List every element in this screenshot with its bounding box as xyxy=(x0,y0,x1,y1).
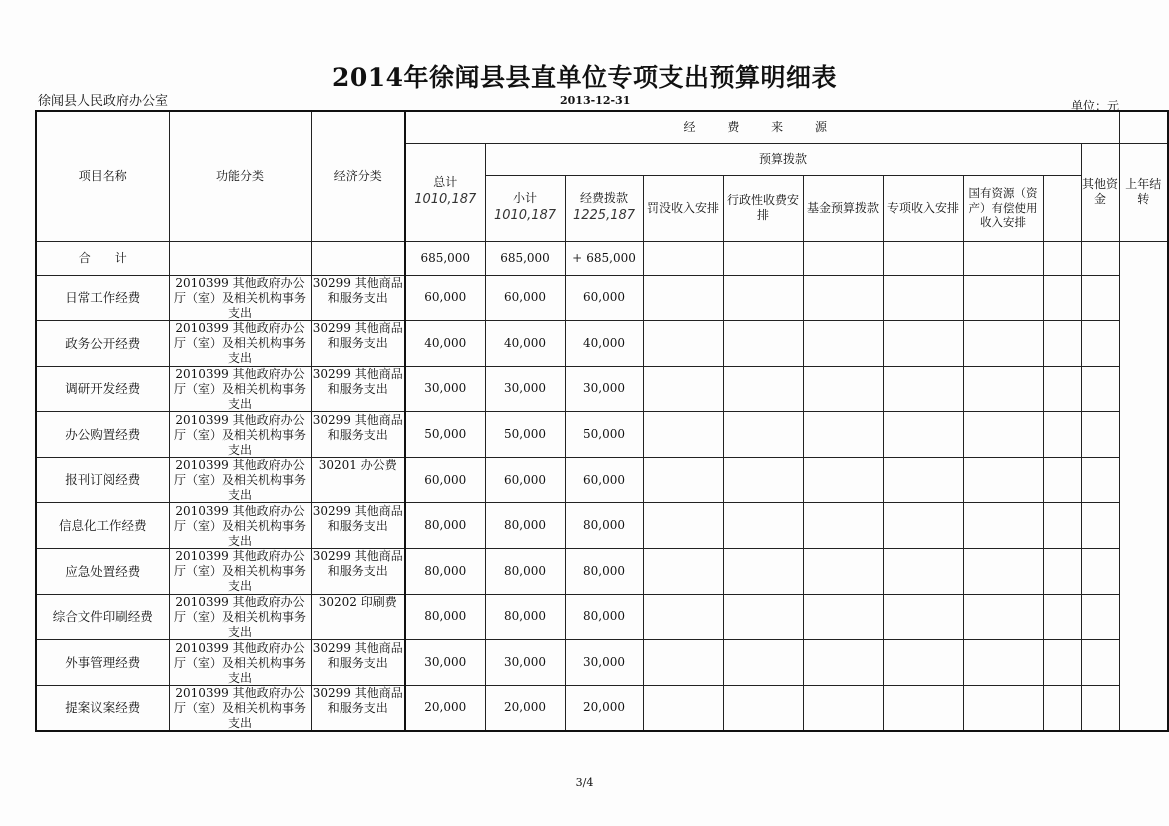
row-fund: 30,000 xyxy=(565,366,643,412)
row-subtotal: 60,000 xyxy=(485,457,565,503)
row-economic-class: 30299 其他商品和服务支出 xyxy=(311,640,405,686)
row-project-name: 综合文件印刷经费 xyxy=(36,594,169,640)
row-empty-cell xyxy=(723,503,803,549)
row-empty-cell xyxy=(883,640,963,686)
row-total: 80,000 xyxy=(405,549,485,595)
row-empty-cell xyxy=(1081,366,1119,412)
header-total-cell xyxy=(405,143,485,241)
row-empty-cell xyxy=(1081,640,1119,686)
row-empty-cell xyxy=(883,275,963,321)
table-row xyxy=(36,549,1168,595)
row-empty-cell xyxy=(803,685,883,731)
row-empty-cell xyxy=(883,549,963,595)
handwritten-total-note: 1010,187 xyxy=(414,192,477,208)
row-total: 30,000 xyxy=(405,640,485,686)
budget-table xyxy=(35,110,1169,732)
row-empty-cell xyxy=(723,640,803,686)
row-function-class: 2010399 其他政府办公厅（室）及相关机构事务支出 xyxy=(169,503,311,549)
row-empty-cell xyxy=(643,366,723,412)
header-special-income: 专项收入安排 xyxy=(883,175,963,241)
row-function-class: 2010399 其他政府办公厅（室）及相关机构事务支出 xyxy=(169,594,311,640)
summary-subtotal: 685,000 xyxy=(485,241,565,275)
row-empty-cell xyxy=(883,594,963,640)
row-empty-cell xyxy=(723,457,803,503)
row-subtotal: 20,000 xyxy=(485,685,565,731)
row-fund: 60,000 xyxy=(565,457,643,503)
summary-empty-cell xyxy=(963,241,1043,275)
row-empty-cell xyxy=(1043,503,1081,549)
row-empty-cell xyxy=(963,457,1043,503)
summary-empty-cell xyxy=(1043,241,1081,275)
row-project-name: 报刊订阅经费 xyxy=(36,457,169,503)
row-empty-cell xyxy=(1043,457,1081,503)
header-administrative-fee: 行政性收费安排 xyxy=(723,175,803,241)
row-empty-cell xyxy=(803,549,883,595)
row-total: 50,000 xyxy=(405,412,485,458)
row-empty-cell xyxy=(883,412,963,458)
row-empty-cell xyxy=(1081,503,1119,549)
summary-empty-cell xyxy=(1081,241,1119,275)
header-fund-allocation: 经费拨款 xyxy=(579,191,628,206)
row-empty-cell xyxy=(723,549,803,595)
report-date: 2013-12-31 xyxy=(560,94,631,107)
row-empty-cell xyxy=(643,412,723,458)
header-subtotal-cell xyxy=(485,175,565,241)
row-empty-cell xyxy=(1081,412,1119,458)
row-empty-cell xyxy=(803,640,883,686)
row-empty-cell xyxy=(643,549,723,595)
row-empty-cell xyxy=(1043,685,1081,731)
row-empty-cell xyxy=(1043,321,1081,367)
summary-label: 合 计 xyxy=(36,241,169,275)
row-project-name: 办公购置经费 xyxy=(36,412,169,458)
row-total: 60,000 xyxy=(405,275,485,321)
row-empty-cell xyxy=(1081,549,1119,595)
table-row xyxy=(36,503,1168,549)
row-economic-class: 30299 其他商品和服务支出 xyxy=(311,412,405,458)
summary-fund-cell xyxy=(565,241,643,275)
row-empty-cell xyxy=(963,412,1043,458)
row-economic-class: 30299 其他商品和服务支出 xyxy=(311,503,405,549)
row-function-class: 2010399 其他政府办公厅（室）及相关机构事务支出 xyxy=(169,457,311,503)
table-row xyxy=(36,412,1168,458)
row-subtotal: 80,000 xyxy=(485,594,565,640)
row-empty-cell xyxy=(803,321,883,367)
row-function-class: 2010399 其他政府办公厅（室）及相关机构事务支出 xyxy=(169,366,311,412)
row-function-class: 2010399 其他政府办公厅（室）及相关机构事务支出 xyxy=(169,549,311,595)
header-economic-class: 经济分类 xyxy=(311,111,405,241)
row-empty-cell xyxy=(1081,275,1119,321)
row-subtotal: 50,000 xyxy=(485,412,565,458)
row-empty-cell xyxy=(643,275,723,321)
summary-empty-cell xyxy=(643,241,723,275)
row-empty-cell xyxy=(723,321,803,367)
handwritten-subtotal-note: 1010,187 xyxy=(493,208,557,224)
row-project-name: 应急处置经费 xyxy=(36,549,169,595)
row-fund: 30,000 xyxy=(565,640,643,686)
row-total: 30,000 xyxy=(405,366,485,412)
handwritten-plus-mark: + xyxy=(572,250,583,265)
summary-empty-cell xyxy=(803,241,883,275)
table-row xyxy=(36,275,1168,321)
row-empty-cell xyxy=(643,503,723,549)
organization-name: 徐闻县人民政府办公室 xyxy=(38,94,169,109)
row-project-name: 提案议案经费 xyxy=(36,685,169,731)
table-row xyxy=(36,685,1168,731)
row-fund: 50,000 xyxy=(565,412,643,458)
row-empty-cell xyxy=(803,366,883,412)
row-empty-cell xyxy=(803,275,883,321)
row-empty-cell xyxy=(883,366,963,412)
row-empty-cell xyxy=(963,594,1043,640)
row-empty-cell xyxy=(963,503,1043,549)
header-other-funds: 其他资金 xyxy=(1081,143,1119,241)
row-fund: 60,000 xyxy=(565,275,643,321)
row-empty-cell xyxy=(643,321,723,367)
row-empty-cell xyxy=(883,321,963,367)
summary-fund: 685,000 xyxy=(586,250,636,265)
table-row xyxy=(36,457,1168,503)
header-funding-source: 经 费 来 源 xyxy=(405,111,1119,143)
row-economic-class: 30299 其他商品和服务支出 xyxy=(311,549,405,595)
table-row xyxy=(36,321,1168,367)
header-subtotal: 小计 xyxy=(512,191,537,206)
row-empty-cell xyxy=(1043,366,1081,412)
header-fund-budget: 基金预算拨款 xyxy=(803,175,883,241)
row-empty-cell xyxy=(963,321,1043,367)
summary-empty-cell xyxy=(723,241,803,275)
row-empty-cell xyxy=(1081,685,1119,731)
row-economic-class: 30201 办公费 xyxy=(311,457,405,503)
row-empty-cell xyxy=(723,366,803,412)
row-fund: 20,000 xyxy=(565,685,643,731)
row-empty-cell xyxy=(1043,275,1081,321)
header-carryover: 上年结转 xyxy=(1119,143,1168,241)
row-empty-cell xyxy=(1043,412,1081,458)
row-empty-cell xyxy=(883,457,963,503)
row-empty-cell xyxy=(803,457,883,503)
header-project-name: 项目名称 xyxy=(36,111,169,241)
row-project-name: 政务公开经费 xyxy=(36,321,169,367)
summary-empty-cell xyxy=(883,241,963,275)
row-empty-cell xyxy=(803,594,883,640)
table-row xyxy=(36,366,1168,412)
row-economic-class: 30299 其他商品和服务支出 xyxy=(311,321,405,367)
currency-unit: 单位：元 xyxy=(1070,99,1119,113)
row-total: 60,000 xyxy=(405,457,485,503)
header-state-asset: 国有资源（资产）有偿使用收入安排 xyxy=(963,175,1043,241)
row-economic-class: 30299 其他商品和服务支出 xyxy=(311,685,405,731)
row-empty-cell xyxy=(643,685,723,731)
header-budget-allocation: 预算拨款 xyxy=(485,143,1081,175)
row-empty-cell xyxy=(723,412,803,458)
row-function-class: 2010399 其他政府办公厅（室）及相关机构事务支出 xyxy=(169,640,311,686)
header-fund-cell xyxy=(565,175,643,241)
row-fund: 80,000 xyxy=(565,549,643,595)
table-row xyxy=(36,594,1168,640)
row-subtotal: 30,000 xyxy=(485,366,565,412)
row-empty-cell xyxy=(1081,594,1119,640)
row-project-name: 日常工作经费 xyxy=(36,275,169,321)
row-empty-cell xyxy=(803,503,883,549)
row-empty-cell xyxy=(883,503,963,549)
row-empty-cell xyxy=(963,640,1043,686)
row-empty-cell xyxy=(1043,640,1081,686)
row-total: 40,000 xyxy=(405,321,485,367)
row-empty-cell xyxy=(723,685,803,731)
header-function-class: 功能分类 xyxy=(169,111,311,241)
row-economic-class: 30299 其他商品和服务支出 xyxy=(311,366,405,412)
row-function-class: 2010399 其他政府办公厅（室）及相关机构事务支出 xyxy=(169,321,311,367)
row-empty-cell xyxy=(1043,549,1081,595)
table-row xyxy=(36,640,1168,686)
row-empty-cell xyxy=(963,549,1043,595)
summary-function xyxy=(169,241,311,275)
row-function-class: 2010399 其他政府办公厅（室）及相关机构事务支出 xyxy=(169,275,311,321)
row-subtotal: 30,000 xyxy=(485,640,565,686)
row-total: 80,000 xyxy=(405,503,485,549)
row-empty-cell xyxy=(963,366,1043,412)
row-empty-cell xyxy=(803,412,883,458)
row-empty-cell xyxy=(723,594,803,640)
row-economic-class: 30299 其他商品和服务支出 xyxy=(311,275,405,321)
row-project-name: 外事管理经费 xyxy=(36,640,169,686)
row-empty-cell xyxy=(723,275,803,321)
row-subtotal: 40,000 xyxy=(485,321,565,367)
row-empty-cell xyxy=(643,457,723,503)
row-fund: 40,000 xyxy=(565,321,643,367)
row-total: 20,000 xyxy=(405,685,485,731)
summary-economic xyxy=(311,241,405,275)
row-subtotal: 80,000 xyxy=(485,549,565,595)
row-subtotal: 60,000 xyxy=(485,275,565,321)
page-title: 2014年徐闻县县直单位专项支出预算明细表 xyxy=(331,63,838,92)
row-empty-cell xyxy=(963,275,1043,321)
header-confiscation: 罚没收入安排 xyxy=(643,175,723,241)
summary-total: 685,000 xyxy=(405,241,485,275)
row-economic-class: 30202 印刷费 xyxy=(311,594,405,640)
row-empty-cell xyxy=(1081,457,1119,503)
row-empty-cell xyxy=(643,640,723,686)
row-project-name: 调研开发经费 xyxy=(36,366,169,412)
row-fund: 80,000 xyxy=(565,503,643,549)
row-empty-cell xyxy=(1081,321,1119,367)
row-total: 80,000 xyxy=(405,594,485,640)
row-empty-cell xyxy=(643,594,723,640)
page-number: 3/4 xyxy=(575,776,594,789)
row-function-class: 2010399 其他政府办公厅（室）及相关机构事务支出 xyxy=(169,412,311,458)
row-fund: 80,000 xyxy=(565,594,643,640)
handwritten-fund-note: 1225,187 xyxy=(572,208,636,224)
header-total: 总计 xyxy=(433,175,458,190)
row-subtotal: 80,000 xyxy=(485,503,565,549)
row-empty-cell xyxy=(1043,594,1081,640)
row-project-name: 信息化工作经费 xyxy=(36,503,169,549)
row-empty-cell xyxy=(963,685,1043,731)
row-empty-cell xyxy=(883,685,963,731)
row-function-class: 2010399 其他政府办公厅（室）及相关机构事务支出 xyxy=(169,685,311,731)
